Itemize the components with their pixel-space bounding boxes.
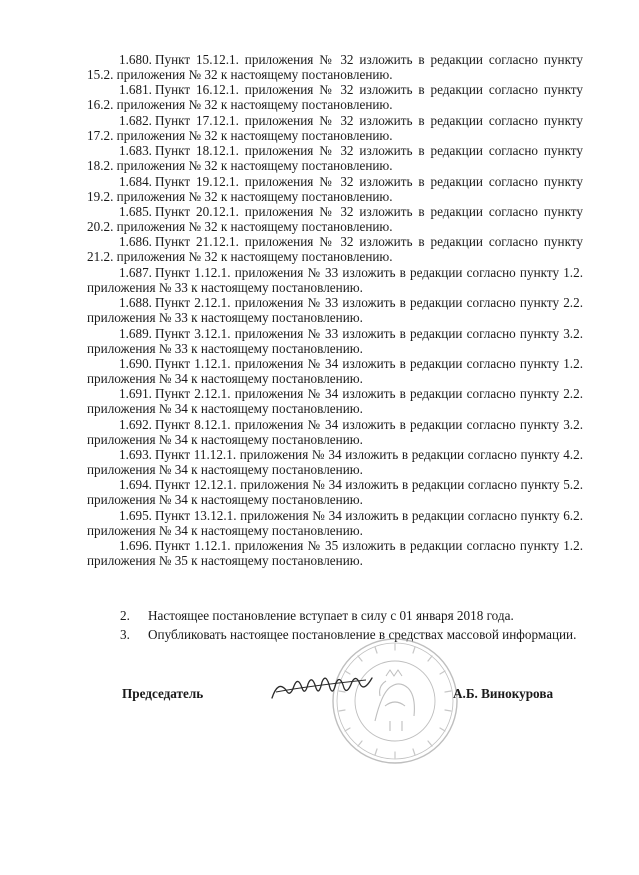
item-number: 1.680. xyxy=(119,52,152,67)
item-number: 1.694. xyxy=(119,477,152,493)
signatory-name: А.Б. Винокурова xyxy=(453,686,554,701)
list-item xyxy=(87,113,583,143)
item-text: Пункт 2.12.1. приложения № 34 изложить в редакции согласно пункту 2.2. приложения № 34 к настоящему постановлению. xyxy=(87,386,583,417)
item-number: 1.691. xyxy=(119,386,152,402)
item-text: Пункт 17.12.1. приложения № 32 изложить в редакции согласно пункту 17.2. приложения № 32 к настоящему постановлению. xyxy=(87,112,583,143)
list-item xyxy=(87,477,583,507)
item-text: Пункт 15.12.1. приложения № 32 изложить в редакции согласно пункту 15.2. приложения № 32 к настоящему постановлению. xyxy=(87,52,583,82)
signature-block xyxy=(87,686,587,716)
item-number: 1.695. xyxy=(119,507,152,523)
list-item xyxy=(87,143,583,173)
item-text: Пункт 21.12.1. приложения № 32 изложить в редакции согласно пункту 21.2. приложения № 32 к настоящему постановлению. xyxy=(87,234,583,265)
clause-2 xyxy=(87,608,583,624)
list-item xyxy=(87,52,583,82)
item-text: Пункт 1.12.1. приложения № 34 изложить в редакции согласно пункту 1.2. приложения № 34 к настоящему постановлению. xyxy=(87,355,583,386)
item-text: Пункт 19.12.1. приложения № 32 изложить в редакции согласно пункту 19.2. приложения № 32 к настоящему постановлению. xyxy=(87,173,583,204)
list-item xyxy=(87,295,583,325)
item-number: 1.693. xyxy=(119,447,152,463)
list-item xyxy=(87,265,583,295)
amendment-list xyxy=(87,52,583,569)
item-text: Пункт 8.12.1. приложения № 34 изложить в редакции согласно пункту 3.2. приложения № 34 к настоящему постановлению. xyxy=(87,416,583,447)
list-item xyxy=(87,174,583,204)
clause-text: Опубликовать настоящее постановление в средствах массовой информации. xyxy=(148,627,577,642)
item-text: Пункт 12.12.1. приложения № 34 изложить в редакции согласно пункту 5.2. приложения № 34 к настоящему постановлению. xyxy=(87,477,583,508)
list-item xyxy=(87,508,583,538)
item-text: Пункт 20.12.1. приложения № 32 изложить в редакции согласно пункту 20.2. приложения № 32 к настоящему постановлению. xyxy=(87,203,583,234)
item-number: 1.681. xyxy=(119,82,152,98)
item-text: Пункт 16.12.1. приложения № 32 изложить в редакции согласно пункту 16.2. приложения № 32 к настоящему постановлению. xyxy=(87,82,583,113)
clause-number: 2. xyxy=(120,608,130,623)
item-text: Пункт 1.12.1. приложения № 35 изложить в редакции согласно пункту 1.2. приложения № 35 к настоящему постановлению. xyxy=(87,538,583,569)
clause-text: Настоящее постановление вступает в силу с 01 января 2018 года. xyxy=(148,608,514,623)
list-item xyxy=(87,386,583,416)
signatory-title: Председатель xyxy=(122,686,204,701)
list-item xyxy=(87,326,583,356)
list-item xyxy=(87,204,583,234)
list-item xyxy=(87,356,583,386)
list-item xyxy=(87,417,583,447)
item-number: 1.688. xyxy=(119,295,152,311)
item-text: Пункт 3.12.1. приложения № 33 изложить в редакции согласно пункту 3.2. приложения № 33 к настоящему постановлению. xyxy=(87,325,583,356)
item-number: 1.684. xyxy=(119,173,152,189)
item-text: Пункт 1.12.1. приложения № 33 изложить в редакции согласно пункту 1.2. приложения № 33 к настоящему постановлению. xyxy=(87,264,583,295)
list-item xyxy=(87,538,583,568)
item-number: 1.685. xyxy=(119,203,152,219)
item-number: 1.687. xyxy=(119,264,152,280)
item-number: 1.683. xyxy=(119,143,152,159)
item-text: Пункт 13.12.1. приложения № 34 изложить в редакции согласно пункту 6.2. приложения № 34 к настоящему постановлению. xyxy=(87,507,583,538)
clause-number: 3. xyxy=(120,627,130,642)
list-item xyxy=(87,447,583,477)
list-item xyxy=(87,234,583,264)
item-number: 1.692. xyxy=(119,416,152,432)
item-number: 1.686. xyxy=(119,234,152,250)
item-text: Пункт 11.12.1. приложения № 34 изложить в редакции согласно пункту 4.2. приложения № 34 к настоящему постановлению. xyxy=(87,447,583,478)
item-number: 1.690. xyxy=(119,355,152,371)
item-number: 1.696. xyxy=(119,538,152,554)
list-item xyxy=(87,82,583,112)
item-text: Пункт 2.12.1. приложения № 33 изложить в редакции согласно пункту 2.2. приложения № 33 к настоящему постановлению. xyxy=(87,295,583,326)
item-number: 1.682. xyxy=(119,112,152,128)
item-number: 1.689. xyxy=(119,325,152,341)
item-text: Пункт 18.12.1. приложения № 32 изложить в редакции согласно пункту 18.2. приложения № 32 к настоящему постановлению. xyxy=(87,143,583,174)
